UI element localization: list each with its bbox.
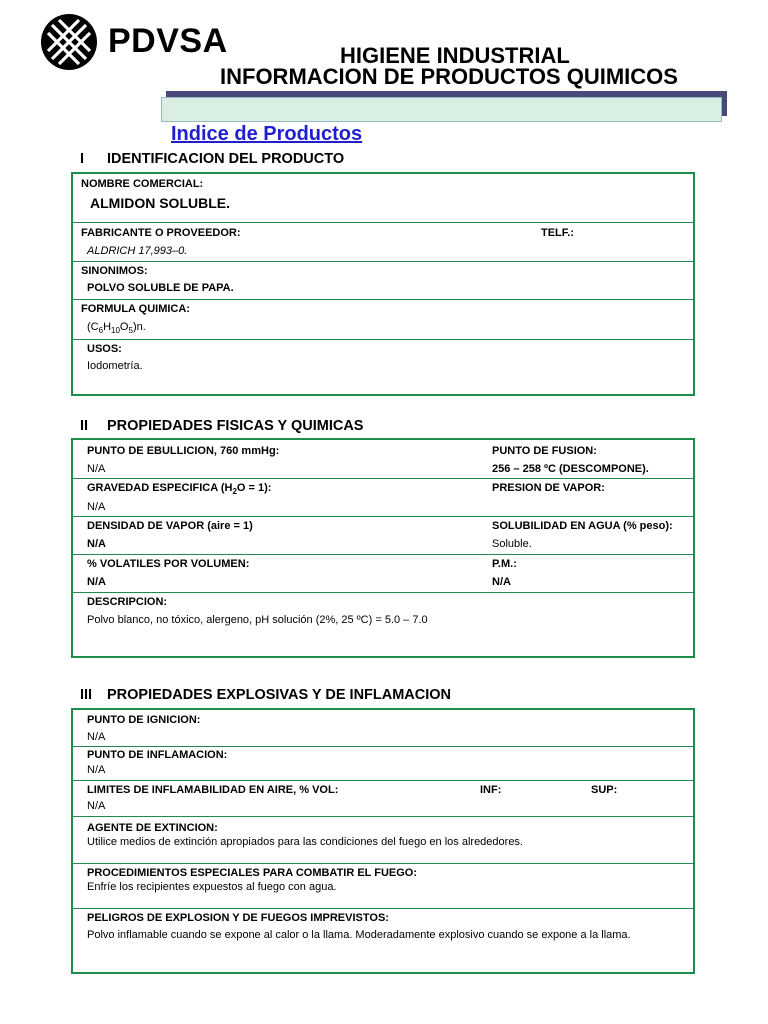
pdvsa-logo-icon <box>40 12 98 72</box>
divider <box>73 592 693 593</box>
ignicion-label: PUNTO DE IGNICION: <box>87 714 201 726</box>
usos-label: USOS: <box>87 343 122 355</box>
densidad-label: DENSIDAD DE VAPOR (aire = 1) <box>87 520 253 532</box>
limites-label: LIMITES DE INFLAMABILIDAD EN AIRE, % VOL: <box>87 784 339 796</box>
inflamacion-label: PUNTO DE INFLAMACION: <box>87 749 228 761</box>
divider <box>73 299 693 300</box>
page-title: HIGIENE INDUSTRIAL <box>340 43 570 68</box>
pm-label: P.M.: <box>492 558 517 570</box>
fusion-value: 256 – 258 ºC (DESCOMPONE). <box>492 463 649 475</box>
solubilidad-label: SOLUBILIDAD EN AGUA (% peso): <box>492 520 673 532</box>
section-number: III <box>80 687 93 703</box>
gravedad-label: GRAVEDAD ESPECIFICA $(H_2O = 1)$: <box>87 482 272 497</box>
brand-name: PDVSA <box>108 22 228 60</box>
section-title: IDENTIFICACION DEL PRODUCTO <box>107 151 345 167</box>
agente-label: AGENTE DE EXTINCION: <box>87 822 218 834</box>
densidad-value: N/A <box>87 538 106 550</box>
peligros-label: PELIGROS DE EXPLOSION Y DE FUEGOS IMPREVISTOS: <box>87 912 389 924</box>
divider <box>73 261 693 262</box>
descripcion-label: DESCRIPCION: <box>87 596 168 608</box>
telf-label: TELF.: <box>541 227 574 239</box>
divider <box>73 339 693 340</box>
fusion-label: PUNTO DE FUSION: <box>492 445 597 457</box>
inflamacion-value: N/A <box>87 764 106 776</box>
page-subtitle: INFORMACION DE PRODUCTOS QUIMICOS <box>220 64 678 89</box>
sup-label: SUP: <box>591 784 618 796</box>
nombre-value: ALMIDON SOLUBLE. <box>90 195 230 211</box>
divider <box>73 746 693 747</box>
fabricante-value: ALDRICH 17,993–0. <box>87 245 188 257</box>
section-number: I <box>80 151 85 167</box>
divider <box>73 863 693 864</box>
sinonimos-label: SINONIMOS: <box>81 265 148 277</box>
section-3-heading <box>80 687 451 703</box>
descripcion-value: Polvo blanco, no tóxico, alergeno, pH solución (2%, 25 ºC) = 5.0 – 7.0 <box>87 614 428 626</box>
divider <box>73 816 693 817</box>
usos-value: Iodometría. <box>87 360 143 372</box>
header-bar <box>161 97 722 122</box>
procedimientos-value: Enfríe los recipientes expuestos al fuego con agua. <box>87 881 337 893</box>
divider <box>73 478 693 479</box>
pm-value: N/A <box>492 576 511 588</box>
volatiles-value: N/A <box>87 576 106 588</box>
formula-label: FORMULA QUIMICA: <box>81 303 190 315</box>
limites-value: N/A <box>87 800 106 812</box>
section-2-heading <box>80 418 363 434</box>
formula-value: $(C_6H_{10}O_5)n$. <box>87 321 146 336</box>
peligros-value: Polvo inflamable cuando se expone al calor o la llama. Moderadamente explosivo cuando se expone a la llama. <box>87 929 631 941</box>
divider <box>73 908 693 909</box>
volatiles-label: % VOLATILES POR VOLUMEN: <box>87 558 250 570</box>
gravedad-value: N/A <box>87 501 106 513</box>
ebullicion-label: PUNTO DE EBULLICION, 760 mmHg: <box>87 445 280 457</box>
section-number: II <box>80 418 89 434</box>
fabricante-label: FABRICANTE O PROVEEDOR: <box>81 227 241 239</box>
nombre-label: NOMBRE COMERCIAL: <box>81 178 204 190</box>
inf-label: INF: <box>480 784 502 796</box>
divider <box>73 780 693 781</box>
solubilidad-value: Soluble. <box>492 538 532 550</box>
index-link[interactable]: Indice de Productos <box>171 123 363 145</box>
agente-value: Utilice medios de extinción apropiados para las condiciones del fuego en los alrededores. <box>87 836 523 848</box>
presion-label: PRESION DE VAPOR: <box>492 482 605 494</box>
divider <box>73 516 693 517</box>
section-1-heading <box>80 151 344 167</box>
divider <box>73 554 693 555</box>
divider <box>73 222 693 223</box>
section-title: PROPIEDADES EXPLOSIVAS Y DE INFLAMACION <box>107 687 452 703</box>
ignicion-value: N/A <box>87 731 106 743</box>
ebullicion-value: N/A <box>87 463 106 475</box>
section-title: PROPIEDADES FISICAS Y QUIMICAS <box>107 418 364 434</box>
sinonimos-value: POLVO SOLUBLE DE PAPA. <box>87 282 234 294</box>
procedimientos-label: PROCEDIMIENTOS ESPECIALES PARA COMBATIR EL FUEGO: <box>87 867 418 879</box>
